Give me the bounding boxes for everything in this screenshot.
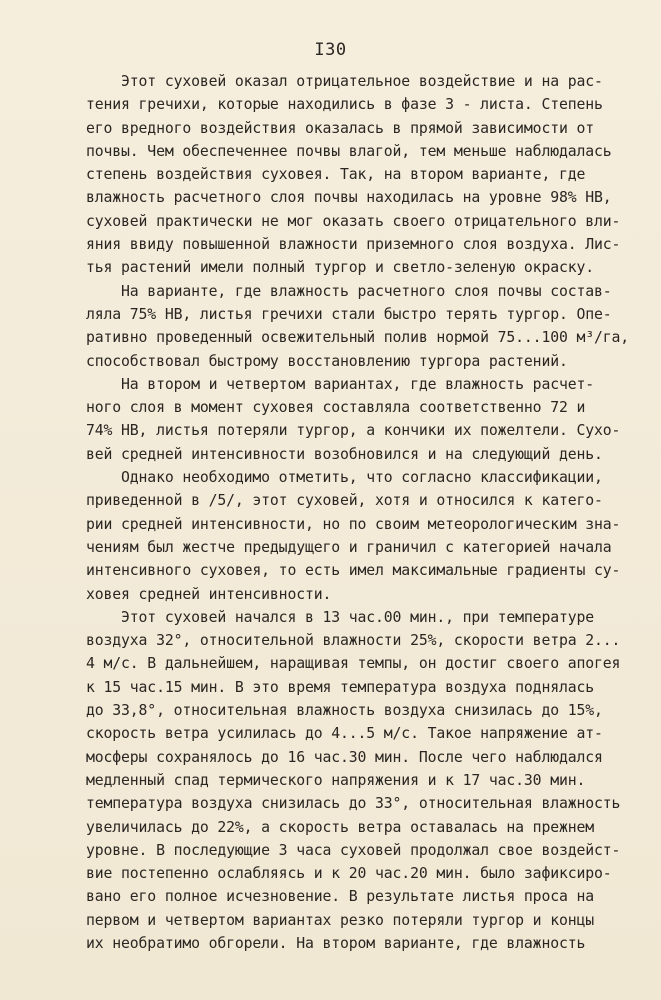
text-line: влажность расчетного слоя почвы находилась на уровне 98% НВ, — [86, 189, 612, 207]
text-line: ховея средней интенсивности. — [86, 585, 332, 603]
text-line: 74% НВ, листья потеряли тургор, а кончики их пожелтели. Сухо- — [86, 422, 621, 440]
text-line: тья растений имели полный тургор и светло-зеленую окраску. — [86, 259, 594, 277]
text-line: ративно проведенный освежительный полив нормой 75...100 м³/га, — [86, 329, 630, 347]
text-line: тения гречихи, которые находились в фазе 3 - листа. Степень — [86, 96, 603, 114]
text-line: интенсивного суховея, то есть имел максимальные градиенты су- — [86, 562, 621, 580]
text-line: суховей практически не мог оказать своего отрицательного вли- — [86, 212, 621, 230]
text-line: их необратимо обгорели. На втором варианте, где влажность — [86, 934, 586, 952]
text-line: почвы. Чем обеспеченнее почвы влагой, тем меньше наблюдалась — [86, 142, 612, 160]
text-line: чениям был жестче предыдущего и граничил с категорией начала — [86, 538, 612, 556]
text-line: способствовал быстрому восстановлению тургора растений. — [86, 352, 568, 370]
text-line: вано его полное исчезновение. В результате листья проса на — [86, 888, 594, 906]
text-line: вие постепенно ослабляясь и к 20 час.20 мин. было зафиксиро- — [86, 865, 612, 883]
text-line: На варианте, где влажность расчетного слоя почвы состав- — [86, 282, 612, 300]
text-line: степень воздействия суховея. Так, на втором варианте, где — [86, 166, 586, 184]
text-line: ляла 75% НВ, листья гречихи стали быстро терять тургор. Опе- — [86, 305, 612, 323]
text-line: На втором и четвертом вариантах, где влажность расчет- — [86, 375, 594, 393]
text-line: Однако необходимо отметить, что согласно классификации, — [86, 469, 603, 487]
text-line: медленный спад термического напряжения и к 17 час.30 мин. — [86, 771, 586, 789]
text-line: рии средней интенсивности, но по своим метеорологическим зна- — [86, 515, 621, 533]
text-line: приведенной в /5/, этот суховей, хотя и относился к катего- — [86, 492, 603, 510]
text-line: Этот суховей оказал отрицательное воздействие и на рас- — [86, 73, 603, 90]
text-line: 4 м/с. В дальнейшем, наращивая темпы, он достиг своего апогея — [86, 655, 621, 673]
text-line: воздуха 32°, относительной влажности 25%, скорости ветра 2... — [86, 632, 621, 650]
text-line: уровне. В последующие 3 часа суховей продолжал свое воздейст- — [86, 841, 621, 859]
text-line: мосферы сохранялось до 16 час.30 мин. После чего наблюдался — [86, 748, 603, 766]
text-line: его вредного воздействия оказалась в прямой зависимости от — [86, 119, 594, 137]
text-line: температура воздуха снизилась до 33°, относительная влажность — [86, 795, 621, 813]
page-number: I30 — [314, 40, 347, 60]
text-line: к 15 час.15 мин. В это время температура воздуха поднялась — [86, 678, 594, 696]
text-line: Этот суховей начался в 13 час.00 мин., при температуре — [86, 608, 594, 626]
text-line: скорость ветра усилилась до 4...5 м/с. Такое напряжение ат- — [86, 725, 603, 743]
text-line: до 33,8°, относительная влажность воздуха снизилась до 15%, — [86, 702, 603, 720]
body-text — [86, 70, 646, 955]
text-line: вей средней интенсивности возобновился и на следующий день. — [86, 445, 603, 463]
text-line: яния ввиду повышенной влажности приземного слоя воздуха. Лис- — [86, 236, 621, 254]
text-line: ного слоя в момент суховея составляла соответственно 72 и — [86, 399, 586, 417]
text-line: первом и четвертом вариантах резко потеряли тургор и концы — [86, 911, 594, 929]
text-line: увеличилась до 22%, а скорость ветра оставалась на прежнем — [86, 818, 594, 836]
